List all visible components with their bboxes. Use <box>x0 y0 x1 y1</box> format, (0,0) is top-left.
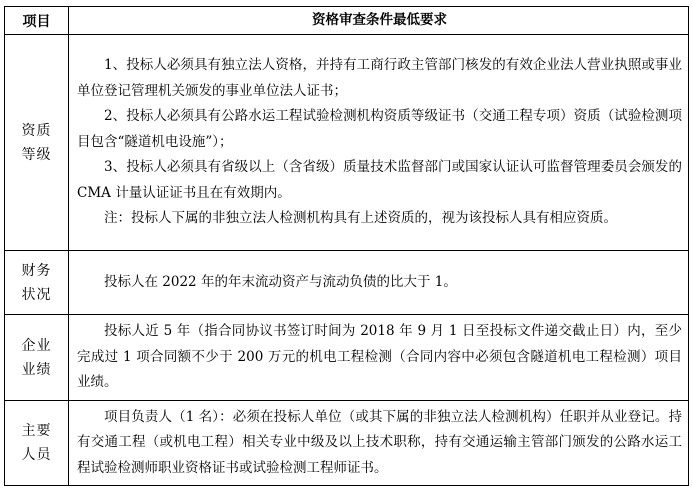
requirement-note: 注：投标人下属的非独立法人检测机构具有上述资质的，视为该投标人具有相应资质。 <box>104 210 617 227</box>
row-label-cell <box>5 35 69 250</box>
row-label-line: 业绩 <box>21 361 52 378</box>
header-item-label: 项目 <box>22 13 51 30</box>
row-label-line: 状况 <box>21 286 52 303</box>
row-label-line: 财务 <box>21 262 52 279</box>
requirement-paragraph: 1、投标人必须具有独立法人资格，并持有工商行政主管部门核发的有效企业法人营业执照或事业单位登记管理机关颁发的事业单位法人证书； <box>77 57 682 99</box>
row-label-cell <box>5 401 69 485</box>
qualification-table <box>4 6 689 486</box>
header-requirements-cell <box>69 7 688 34</box>
requirement-paragraph: 2、投标人必须具有公路水运工程试验检测机构资质等级证书（交通工程专项）资质（试验检测项目包含“隧道机电设施”）； <box>77 108 682 150</box>
table-row-qualification <box>5 34 688 250</box>
row-label-line: 等级 <box>21 146 52 163</box>
row-content-cell <box>69 401 688 485</box>
table-header-row <box>5 7 688 34</box>
requirement-paragraph: 投标人近 5 年（指合同协议书签订时间为 2018 年 9 月 1 日至投标文件递交截止日）内，至少完成过 1 项合同额不少于 200 万元的机电工程检测（合同内容中必须包含隧道机电工程检测）项目业绩。 <box>77 323 682 391</box>
row-label-line: 资质 <box>21 122 52 139</box>
table-row-personnel <box>5 400 688 485</box>
row-label-line: 人员 <box>21 447 52 463</box>
row-label-cell <box>5 315 69 400</box>
header-requirements-label: 资格审查条件最低要求 <box>312 11 447 28</box>
row-content-cell <box>69 251 688 314</box>
requirement-paragraph: 项目负责人（1 名）：必须在投标人单位（或其下属的非独立法人检测机构）任职并从业登记。持有交通工程（或机电工程）相关专业中级及以上技术职称，持有交通运输主管部门颁发的公路水运工程试验检测师职业资格证书或试验检测工程师证书。 <box>77 408 682 476</box>
row-label-cell <box>5 251 69 314</box>
requirement-paragraph: 3、投标人必须具有省级以上（含省级）质量技术监督部门或国家认证认可监督管理委员会颁发的 CMA 计量认证证书且在有效期内。 <box>77 159 682 201</box>
header-item-cell <box>5 7 69 34</box>
row-content-cell <box>69 315 688 400</box>
table-row-finance <box>5 250 688 314</box>
row-content-cell <box>69 35 688 250</box>
table-row-performance <box>5 314 688 400</box>
row-label-line: 企业 <box>21 337 52 354</box>
row-label-line: 主要 <box>21 423 52 439</box>
requirement-paragraph: 投标人在 2022 年的年末流动资产与流动负债的比大于 1。 <box>104 273 457 290</box>
